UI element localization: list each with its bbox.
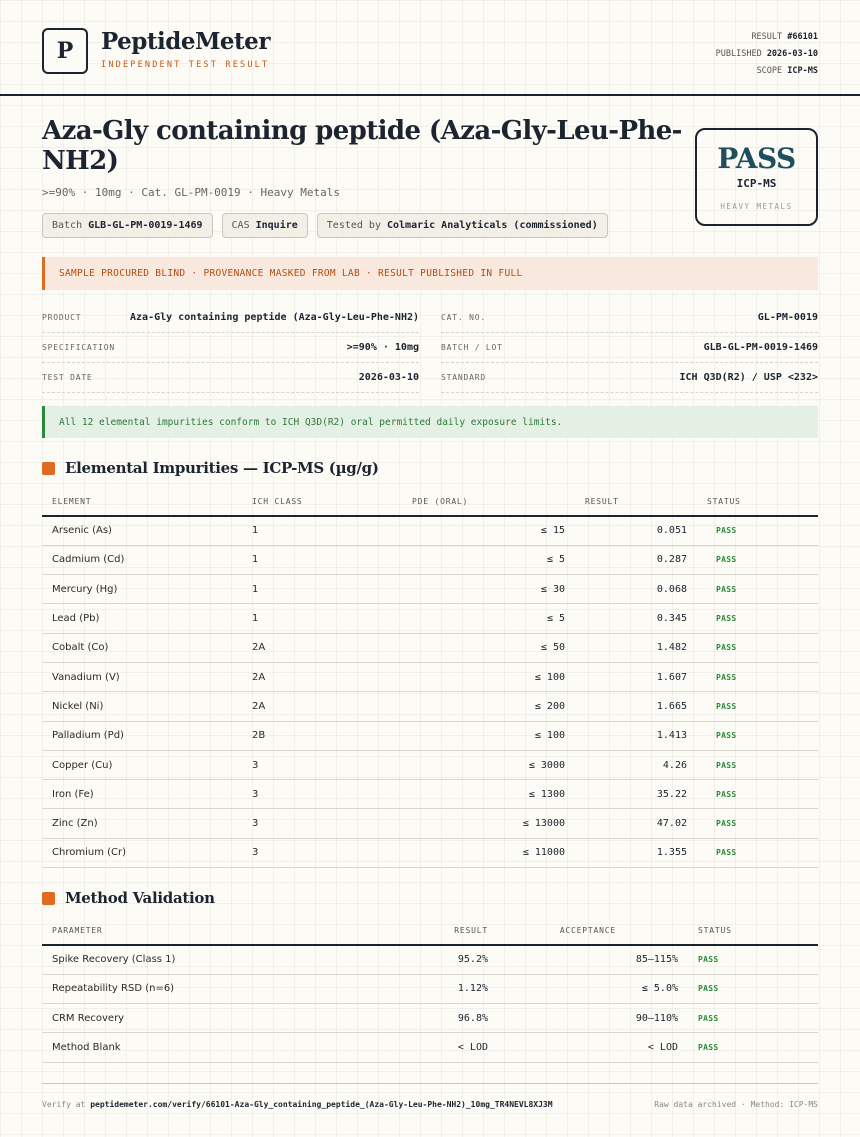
status-badge: PASS <box>697 516 818 545</box>
result-cell: 0.068 <box>575 575 697 604</box>
col-parameter: PARAMETER <box>42 917 342 945</box>
section-marker-icon <box>42 892 55 905</box>
verdict-method: ICP-MS <box>736 177 777 190</box>
table-row <box>42 750 818 779</box>
brand-name: PeptideMeter <box>101 28 270 55</box>
element-cell: Arsenic (As) <box>42 516 242 545</box>
pde-cell: ≤ 13000 <box>402 809 575 838</box>
table-row <box>42 692 818 721</box>
status-badge: PASS <box>697 780 818 809</box>
info-date: TEST DATE 2026-03-10 <box>42 363 419 393</box>
element-cell: Chromium (Cr) <box>42 838 242 867</box>
info-grid <box>42 303 818 393</box>
status-badge: PASS <box>688 974 818 1003</box>
pde-cell: ≤ 100 <box>402 721 575 750</box>
logo-mark <box>42 28 88 74</box>
report-footer <box>42 1083 818 1109</box>
class-cell: 2A <box>242 692 402 721</box>
impurities-title: Elemental Impurities — ICP-MS (µg/g) <box>65 459 379 477</box>
info-product: PRODUCT Aza-Gly containing peptide (Aza-Gly-Leu-Phe-NH2) <box>42 303 419 333</box>
element-cell: Copper (Cu) <box>42 750 242 779</box>
acceptance-cell: ≤ 5.0% <box>502 974 688 1003</box>
acceptance-cell: 90–110% <box>502 1004 688 1033</box>
table-row <box>42 974 818 1003</box>
element-cell: Mercury (Hg) <box>42 575 242 604</box>
result-cell: 1.607 <box>575 662 697 691</box>
v-result-cell: 96.8% <box>342 1004 502 1033</box>
col-element: ELEMENT <box>42 488 242 516</box>
verify-line: Verify at peptidemeter.com/verify/66101-Aza-Gly_containing_peptide_(Aza-Gly-Leu-Phe-NH2)_10mg_TR4NEVL8XJ3M <box>42 1100 553 1109</box>
verify-link[interactable]: peptidemeter.com/verify/66101-Aza-Gly_containing_peptide_(Aza-Gly-Leu-Phe-NH2)_10mg_TR4NEVL8XJ3M <box>90 1100 553 1109</box>
table-row <box>42 662 818 691</box>
report-header <box>0 0 860 96</box>
pde-cell: ≤ 1300 <box>402 780 575 809</box>
element-cell: Lead (Pb) <box>42 604 242 633</box>
col-pde: PDE (ORAL) <box>402 488 575 516</box>
parameter-cell: CRM Recovery <box>42 1004 342 1033</box>
table-row <box>42 838 818 867</box>
element-cell: Vanadium (V) <box>42 662 242 691</box>
class-cell: 3 <box>242 838 402 867</box>
status-badge: PASS <box>697 575 818 604</box>
validation-title: Method Validation <box>65 889 215 907</box>
class-cell: 2B <box>242 721 402 750</box>
table-row <box>42 545 818 574</box>
result-cell: 0.345 <box>575 604 697 633</box>
v-result-cell: 1.12% <box>342 974 502 1003</box>
result-cell: 1.355 <box>575 838 697 867</box>
conformance-banner: All 12 elemental impurities conform to ICH Q3D(R2) oral permitted daily exposure limits. <box>42 406 818 438</box>
table-row <box>42 721 818 750</box>
class-cell: 1 <box>242 575 402 604</box>
class-cell: 2A <box>242 633 402 662</box>
status-badge: PASS <box>688 945 818 974</box>
col-class: ICH CLASS <box>242 488 402 516</box>
result-cell: 1.482 <box>575 633 697 662</box>
status-badge: PASS <box>688 1004 818 1033</box>
scope: SCOPE ICP-MS <box>756 66 818 76</box>
element-cell: Cobalt (Co) <box>42 633 242 662</box>
col-result: RESULT <box>575 488 697 516</box>
status-badge: PASS <box>688 1033 818 1062</box>
table-row <box>42 780 818 809</box>
validation-heading <box>42 889 215 907</box>
batch-chip: Batch GLB-GL-PM-0019-1469 <box>42 213 213 238</box>
table-row <box>42 604 818 633</box>
class-cell: 1 <box>242 545 402 574</box>
info-standard: STANDARD ICH Q3D(R2) / USP <232> <box>441 363 818 393</box>
verdict-word: PASS <box>717 142 796 175</box>
pde-cell: ≤ 50 <box>402 633 575 662</box>
element-cell: Cadmium (Cd) <box>42 545 242 574</box>
impurities-table <box>42 488 818 868</box>
acceptance-cell: < LOD <box>502 1033 688 1062</box>
pde-cell: ≤ 30 <box>402 575 575 604</box>
pde-cell: ≤ 200 <box>402 692 575 721</box>
parameter-cell: Spike Recovery (Class 1) <box>42 945 342 974</box>
acceptance-cell: 85–115% <box>502 945 688 974</box>
class-cell: 3 <box>242 809 402 838</box>
table-row <box>42 809 818 838</box>
procurement-banner: SAMPLE PROCURED BLIND · PROVENANCE MASKED FROM LAB · RESULT PUBLISHED IN FULL <box>42 257 818 290</box>
status-badge: PASS <box>697 721 818 750</box>
table-row <box>42 516 818 545</box>
report-meta <box>716 29 818 80</box>
class-cell: 1 <box>242 604 402 633</box>
table-row <box>42 575 818 604</box>
result-cell: 1.665 <box>575 692 697 721</box>
info-batch: BATCH / LOT GLB-GL-PM-0019-1469 <box>441 333 818 363</box>
status-badge: PASS <box>697 604 818 633</box>
v-result-cell: 95.2% <box>342 945 502 974</box>
class-cell: 3 <box>242 750 402 779</box>
verdict-scope: HEAVY METALS <box>720 202 793 211</box>
pde-cell: ≤ 15 <box>402 516 575 545</box>
class-cell: 3 <box>242 780 402 809</box>
logo-letter: P <box>56 38 74 64</box>
table-row <box>42 633 818 662</box>
result-cell: 1.413 <box>575 721 697 750</box>
status-badge: PASS <box>697 633 818 662</box>
published-date: PUBLISHED 2026-03-10 <box>715 49 818 59</box>
status-badge: PASS <box>697 809 818 838</box>
table-row <box>42 1033 818 1062</box>
product-title: Aza-Gly containing peptide (Aza-Gly-Leu-Phe-NH2) <box>42 116 682 176</box>
product-subtitle: >=90% · 10mg · Cat. GL-PM-0019 · Heavy Metals <box>42 186 341 199</box>
result-cell: 0.051 <box>575 516 697 545</box>
pde-cell: ≤ 5 <box>402 545 575 574</box>
element-cell: Nickel (Ni) <box>42 692 242 721</box>
parameter-cell: Repeatability RSD (n=6) <box>42 974 342 1003</box>
pde-cell: ≤ 3000 <box>402 750 575 779</box>
brand-subtitle: INDEPENDENT TEST RESULT <box>101 60 270 70</box>
status-badge: PASS <box>697 545 818 574</box>
v-result-cell: < LOD <box>342 1033 502 1062</box>
result-cell: 4.26 <box>575 750 697 779</box>
status-badge: PASS <box>697 692 818 721</box>
footer-note: Raw data archived · Method: ICP-MS <box>654 1100 818 1109</box>
pde-cell: ≤ 100 <box>402 662 575 691</box>
status-badge: PASS <box>697 838 818 867</box>
result-cell: 35.22 <box>575 780 697 809</box>
col-status: STATUS <box>697 488 818 516</box>
status-badge: PASS <box>697 750 818 779</box>
element-cell: Zinc (Zn) <box>42 809 242 838</box>
verdict-stamp <box>695 128 818 226</box>
result-id: RESULT #66101 <box>751 32 818 42</box>
tested-by-chip: Tested by Colmaric Analyticals (commissioned) <box>317 213 608 238</box>
info-spec: SPECIFICATION >=90% · 10mg <box>42 333 419 363</box>
col-v-status: STATUS <box>688 917 818 945</box>
element-cell: Palladium (Pd) <box>42 721 242 750</box>
validation-table <box>42 917 818 1063</box>
table-row <box>42 945 818 974</box>
impurities-heading <box>42 459 379 477</box>
parameter-cell: Method Blank <box>42 1033 342 1062</box>
class-cell: 2A <box>242 662 402 691</box>
result-cell: 0.287 <box>575 545 697 574</box>
status-badge: PASS <box>697 662 818 691</box>
pde-cell: ≤ 5 <box>402 604 575 633</box>
cas-chip: CAS Inquire <box>222 213 308 238</box>
result-cell: 47.02 <box>575 809 697 838</box>
col-v-result: RESULT <box>342 917 502 945</box>
product-chips <box>42 213 608 238</box>
col-acceptance: ACCEPTANCE <box>502 917 688 945</box>
element-cell: Iron (Fe) <box>42 780 242 809</box>
section-marker-icon <box>42 462 55 475</box>
info-catno: CAT. NO. GL-PM-0019 <box>441 303 818 333</box>
pde-cell: ≤ 11000 <box>402 838 575 867</box>
class-cell: 1 <box>242 516 402 545</box>
table-row <box>42 1004 818 1033</box>
